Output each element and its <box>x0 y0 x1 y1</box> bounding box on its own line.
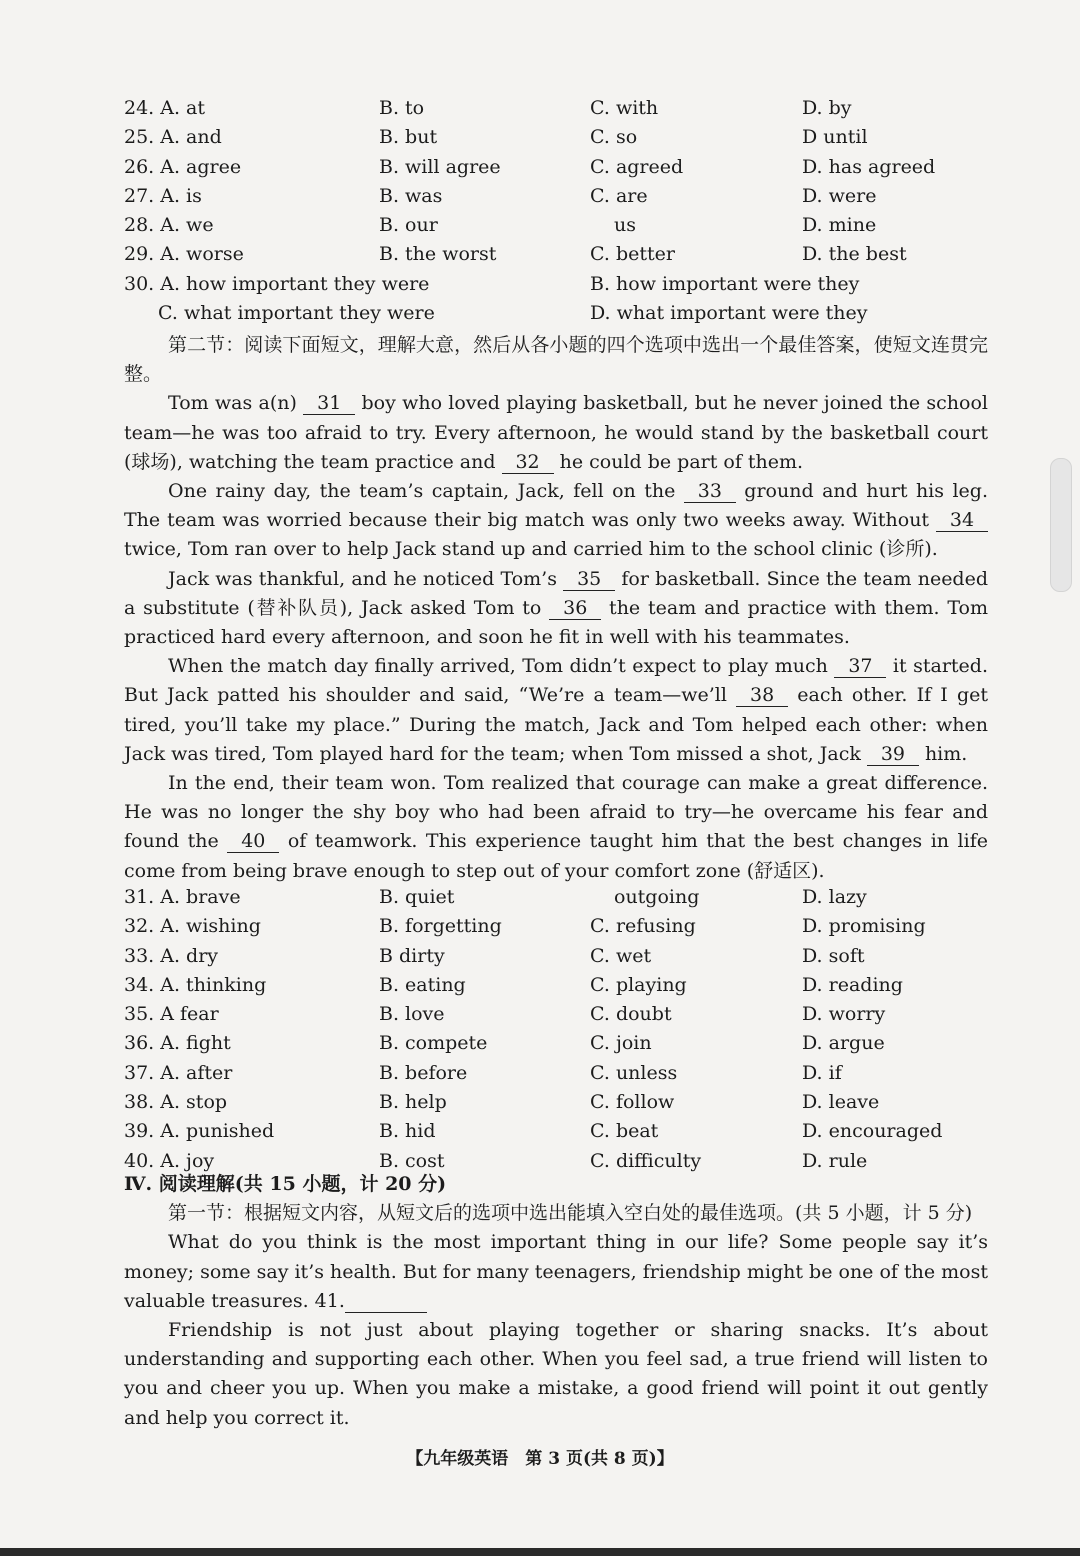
option-c: C. are <box>590 184 648 207</box>
option-d: D. has agreed <box>802 155 936 178</box>
option-a: 30. A. how important they were <box>124 272 430 295</box>
section-instruction: 第二节：阅读下面短文，理解大意，然后从各小题的四个选项中选出一个最佳答案，使短文连贯完整。 <box>124 334 988 386</box>
option-b: B. to <box>379 97 425 119</box>
option-c: C. playing <box>590 973 687 996</box>
option-a: 32. A. wishing <box>124 915 261 938</box>
option-c: C. with <box>590 97 659 119</box>
option-b: B. but <box>379 126 438 149</box>
option-row <box>124 1029 1004 1058</box>
option-a: 34. A. thinking <box>124 973 267 996</box>
blank-38: 38 <box>736 684 788 707</box>
option-a: 25. A. and <box>124 126 222 149</box>
option-d: D. encouraged <box>802 1120 943 1143</box>
option-row <box>124 240 1004 269</box>
option-a: 37. A. after <box>124 1061 233 1084</box>
option-d: D. soft <box>802 944 865 967</box>
page-footer: 【九年级英语 第 3 页(共 8 页)】 <box>406 1449 674 1469</box>
option-row <box>124 912 1004 941</box>
options-group-24-30 <box>124 94 1004 328</box>
option-row <box>124 971 1004 1000</box>
option-d: D. argue <box>802 1032 885 1055</box>
option-a: 35. A fear <box>124 1003 219 1026</box>
option-d: D. lazy <box>802 886 867 908</box>
section-instruction: 第一节：根据短文内容，从短文后的选项中选出能填入空白处的最佳选项。(共 5 小题，计 5 分) <box>168 1202 973 1225</box>
passage-paragraph: Jack was thankful, and he noticed Tom’s 35 for basketball. Since the team needed a substitute (替补队员), Jack asked Tom to 36 the team and practice with them. Tom practiced hard every afternoon, and soon he fit in well with his teammates. <box>124 567 989 649</box>
option-a: 40. A. joy <box>124 1149 215 1172</box>
cloze-passage <box>124 331 988 886</box>
passage-paragraph: When the match day finally arrived, Tom didn’t expect to play much 37 it started. But Jack patted his shoulder and said, “We’re a team—we’ll 38 each other. If I get tired, you’ll take my place.” During the match, Jack and Tom helped each other: when Jack was tired, Tom played hard for the team; when Tom missed a shot, Jack 39 him. <box>124 655 988 765</box>
option-a: 27. A. is <box>124 184 202 207</box>
passage-paragraph: Tom was a(n) 31 boy who loved playing basketball, but he never joined the school team—he was too afraid to try. Every afternoon, he would stand by the basketball court (球场), watching the team practice and 32 he could be part of them. <box>124 392 988 473</box>
option-b: B. how important were they <box>590 272 860 295</box>
option-d: D. if <box>802 1061 842 1084</box>
option-c: us <box>614 214 636 237</box>
option-b: B. hid <box>379 1120 436 1143</box>
blank-32: 32 <box>502 451 554 474</box>
blank-41 <box>345 1290 427 1313</box>
option-b: B. compete <box>379 1032 488 1055</box>
option-row <box>124 942 1004 971</box>
option-row <box>124 123 1004 152</box>
option-c: C. difficulty <box>590 1149 702 1172</box>
option-d: D. rule <box>802 1149 868 1172</box>
option-row-q30-cd <box>124 299 1004 328</box>
option-row <box>124 1000 1004 1029</box>
option-b: B. the worst <box>379 243 497 266</box>
option-d: D. mine <box>802 214 877 237</box>
option-row <box>124 182 1004 211</box>
part-heading: Ⅳ. 阅读理解(共 15 小题，计 20 分) <box>124 1173 447 1195</box>
blank-34: 34 <box>936 509 988 532</box>
options-group-31-40 <box>124 883 1004 1176</box>
option-row-q30-ab <box>124 270 1004 299</box>
option-d: D. worry <box>802 1003 886 1026</box>
scroll-handle[interactable] <box>1050 458 1072 592</box>
option-c: C. so <box>590 126 638 149</box>
blank-36: 36 <box>549 597 601 620</box>
option-c: C. follow <box>590 1091 675 1114</box>
option-d: D. were <box>802 184 877 207</box>
option-b: B. eating <box>379 973 466 996</box>
bottom-edge <box>0 1548 1080 1556</box>
passage-paragraph: One rainy day, the team’s captain, Jack, fell on the 33 ground and hurt his leg. The team was worried because their big match was only two weeks away. Without 34 twice, Tom ran over to help Jack stand up and carried him to the school clinic (诊所). <box>124 480 988 561</box>
option-a: 28. A. we <box>124 214 214 237</box>
option-a: 38. A. stop <box>124 1091 228 1114</box>
blank-40: 40 <box>227 830 279 853</box>
option-b: B. cost <box>379 1149 445 1172</box>
passage-paragraph: In the end, their team won. Tom realized that courage can make a great difference. He was no longer the shy boy who had been afraid to try—he overcame his fear and found the 40 of teamwork. This experience taught him that the best changes in life come from being brave enough to step out of your comfort zone (舒适区). <box>124 772 988 882</box>
option-row <box>124 1117 1004 1146</box>
option-c: C. beat <box>590 1120 659 1143</box>
option-d: D. by <box>802 97 852 119</box>
option-a: 24. A. at <box>124 97 206 119</box>
option-d: D. reading <box>802 973 903 996</box>
option-c: C. agreed <box>590 155 684 178</box>
option-c: C. better <box>590 243 675 266</box>
option-d: D. promising <box>802 915 926 938</box>
option-b: B. love <box>379 1003 445 1026</box>
blank-31: 31 <box>303 392 355 415</box>
option-a: 31. A. brave <box>124 886 241 908</box>
blank-37: 37 <box>834 655 886 678</box>
option-a: 33. A. dry <box>124 944 219 967</box>
passage-paragraph: What do you think is the most important thing in our life? Some people say it’s money; some say it’s health. But for many teenagers, friendship might be one of the most valuable treasures. 41. <box>124 1231 988 1312</box>
option-b: B dirty <box>379 944 445 967</box>
option-b: B. was <box>379 184 443 207</box>
option-a: 36. A. fight <box>124 1032 231 1055</box>
option-a: 39. A. punished <box>124 1120 275 1143</box>
option-b: B. quiet <box>379 886 455 908</box>
option-row <box>124 153 1004 182</box>
option-b: B. help <box>379 1091 447 1114</box>
option-c: C. join <box>590 1032 652 1055</box>
blank-35: 35 <box>563 568 615 591</box>
option-b: B. will agree <box>379 155 501 178</box>
option-c: C. what important they were <box>158 302 435 325</box>
option-a: 26. A. agree <box>124 155 242 178</box>
option-d: D. what important were they <box>590 302 868 325</box>
option-d: D. the best <box>802 243 907 266</box>
blank-33: 33 <box>684 480 736 503</box>
option-b: B. forgetting <box>379 915 502 938</box>
option-c: outgoing <box>614 886 700 908</box>
option-d: D. leave <box>802 1091 880 1114</box>
option-row <box>124 94 1004 123</box>
option-c: C. wet <box>590 944 652 967</box>
option-b: B. before <box>379 1061 468 1084</box>
option-d: D until <box>802 126 868 149</box>
blank-39: 39 <box>867 743 919 766</box>
option-row <box>124 883 1004 912</box>
option-row <box>124 1059 1004 1088</box>
option-c: C. unless <box>590 1061 678 1084</box>
option-c: C. doubt <box>590 1003 672 1026</box>
reading-section <box>124 1170 988 1433</box>
option-row <box>124 211 1004 240</box>
option-b: B. our <box>379 214 438 237</box>
passage-paragraph: Friendship is not just about playing together or sharing snacks. It’s about understanding and supporting each other. When you feel sad, a true friend will listen to you and cheer you up. When you make a mistake, a good friend will point it out gently and help you correct it. <box>124 1319 988 1429</box>
option-row <box>124 1088 1004 1117</box>
option-c: C. refusing <box>590 915 696 938</box>
option-a: 29. A. worse <box>124 243 244 266</box>
